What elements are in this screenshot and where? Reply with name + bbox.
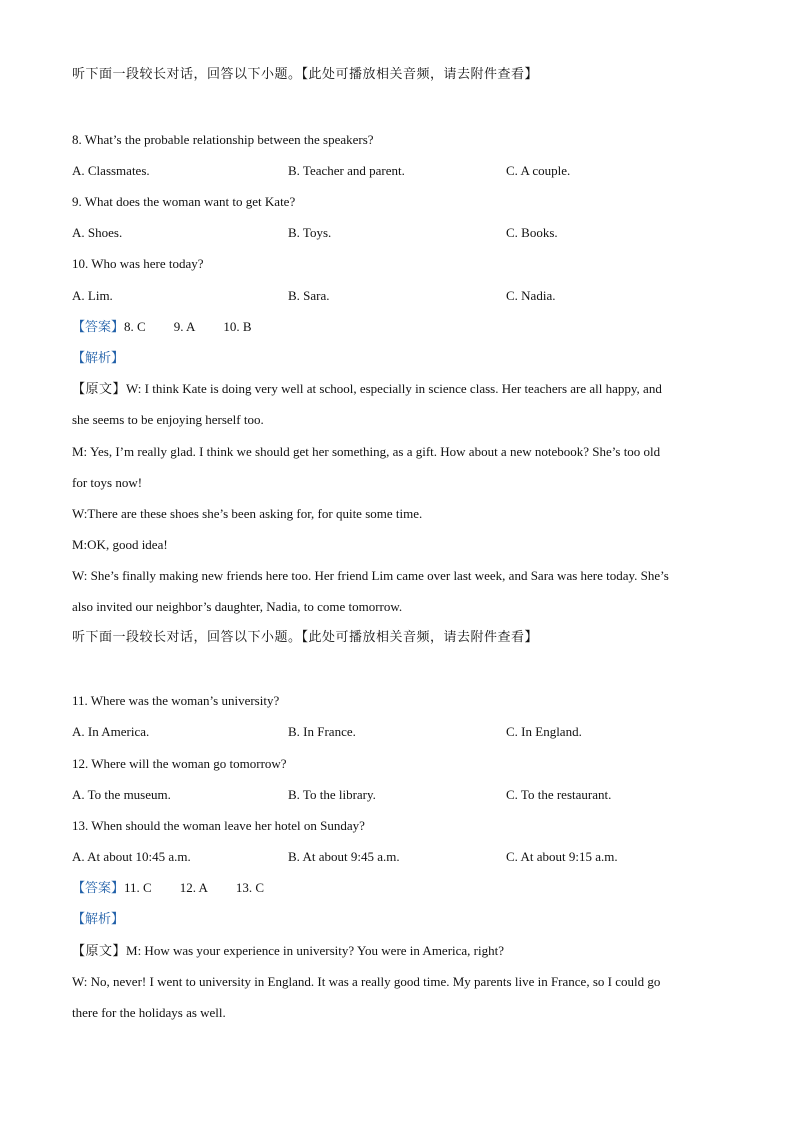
section2-instruction: 听下面一段较长对话，回答以下小题。【此处可播放相关音频，请去附件查看】 <box>72 630 539 645</box>
question-9-option-c: C. Books. <box>506 225 558 240</box>
question-10-stem: 10. Who was here today? <box>72 256 204 271</box>
analysis-tag: 【解析】 <box>72 912 125 927</box>
question-11-option-b: B. In France. <box>288 724 356 739</box>
question-8-option-b: B. Teacher and parent. <box>288 163 405 178</box>
question-8-option-c: C. A couple. <box>506 163 571 178</box>
answer-item: 9. A <box>173 319 196 334</box>
transcript-line: W:There are these shoes she’s been asking for, for quite some time. <box>72 506 423 521</box>
question-10-option-b: B. Sara. <box>288 288 330 303</box>
transcript-line: there for the holidays as well. <box>72 1005 226 1020</box>
question-10-option-c: C. Nadia. <box>506 288 556 303</box>
question-12-stem: 12. Where will the woman go tomorrow? <box>72 756 287 771</box>
transcript-line: she seems to be enjoying herself too. <box>72 412 264 427</box>
question-11-option-c: C. In England. <box>506 724 582 739</box>
question-13-option-b: B. At about 9:45 a.m. <box>288 849 400 864</box>
transcript-line: M:OK, good idea! <box>72 537 168 552</box>
transcript-line: for toys now! <box>72 475 143 490</box>
answer-item: 10. B <box>223 319 252 334</box>
transcript-line: W: No, never! I went to university in England. It was a really good time. My parents live in France, so I could go <box>72 974 661 989</box>
section1-analysis-line <box>72 349 124 368</box>
answer-item: 13. C <box>235 880 265 895</box>
question-13-option-c: C. At about 9:15 a.m. <box>506 849 618 864</box>
answer-tag: 【答案】 <box>72 320 125 335</box>
analysis-tag: 【解析】 <box>72 351 125 366</box>
question-9-stem: 9. What does the woman want to get Kate? <box>72 194 296 209</box>
answer-item: 11. C <box>124 880 152 895</box>
answer-item: 12. A <box>179 880 208 895</box>
answer-tag: 【答案】 <box>72 881 125 896</box>
question-10-option-a: A. Lim. <box>72 288 113 303</box>
answer-item: 8. C <box>124 319 146 334</box>
section1-answer-line <box>72 318 252 337</box>
transcript-line <box>72 380 662 399</box>
section1-instruction: 听下面一段较长对话，回答以下小题。【此处可播放相关音频，请去附件查看】 <box>72 67 539 82</box>
transcript-line: also invited our neighbor’s daughter, Nadia, to come tomorrow. <box>72 599 403 614</box>
section2-answer-line <box>72 879 264 898</box>
original-tag: 【原文】 <box>72 382 127 397</box>
question-9-option-b: B. Toys. <box>288 225 332 240</box>
transcript-line: M: Yes, I’m really glad. I think we should get her something, as a gift. How about a new notebook? She’s too old <box>72 444 661 459</box>
question-13-stem: 13. When should the woman leave her hotel on Sunday? <box>72 818 365 833</box>
transcript-line <box>72 942 504 961</box>
question-11-option-a: A. In America. <box>72 724 150 739</box>
transcript-line: W: She’s finally making new friends here too. Her friend Lim came over last week, and Sara was here today. She’s <box>72 568 669 583</box>
question-12-option-a: A. To the museum. <box>72 787 171 802</box>
original-tag: 【原文】 <box>72 944 127 959</box>
question-11-stem: 11. Where was the woman’s university? <box>72 693 280 708</box>
question-13-option-a: A. At about 10:45 a.m. <box>72 849 191 864</box>
question-12-option-c: C. To the restaurant. <box>506 787 612 802</box>
question-12-option-b: B. To the library. <box>288 787 376 802</box>
question-8-stem: 8. What’s the probable relationship between the speakers? <box>72 132 374 147</box>
question-8-option-a: A. Classmates. <box>72 163 150 178</box>
transcript-text: M: How was your experience in university? You were in America, right? <box>126 943 505 958</box>
section2-analysis-line <box>72 910 124 929</box>
transcript-text: W: I think Kate is doing very well at school, especially in science class. Her teachers are all happy, and <box>126 381 662 396</box>
question-9-option-a: A. Shoes. <box>72 225 123 240</box>
